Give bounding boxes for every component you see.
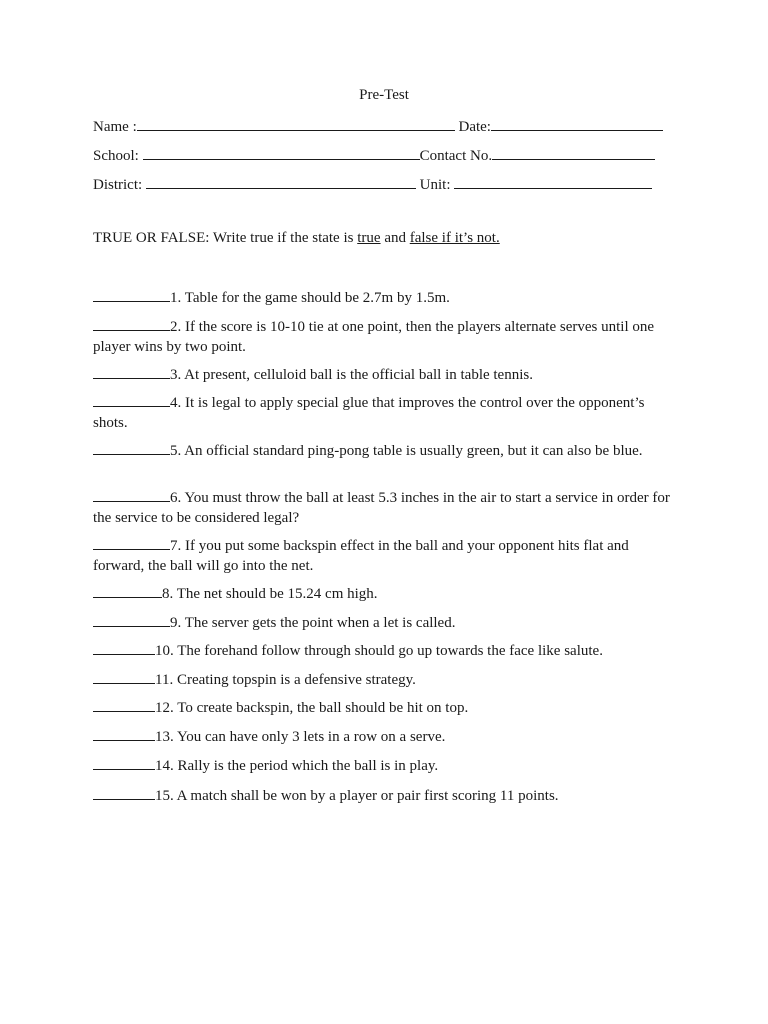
answer-blank[interactable] — [93, 670, 155, 684]
date-label: Date: — [458, 119, 491, 135]
unit-label: Unit: — [419, 177, 451, 193]
question-text: 5. An official standard ping-pong table is usually green, but it can also be blue. — [170, 443, 643, 459]
instructions — [93, 230, 500, 247]
question-text: 1. Table for the game should be 2.7m by 1.5m. — [170, 290, 450, 306]
question-item — [93, 393, 678, 433]
answer-blank[interactable] — [93, 584, 162, 598]
answer-blank[interactable] — [93, 488, 170, 502]
date-field[interactable] — [491, 116, 663, 131]
contact-field[interactable] — [492, 145, 655, 160]
district-unit-row — [93, 174, 673, 195]
school-field[interactable] — [143, 145, 420, 160]
question-item — [93, 584, 678, 605]
contact-label: Contact No. — [419, 148, 493, 164]
question-item — [93, 613, 678, 634]
question-text: 3. At present, celluloid ball is the official ball in table tennis. — [170, 367, 533, 383]
answer-blank[interactable] — [93, 288, 170, 302]
school-label: School: — [93, 148, 139, 164]
question-text: 14. Rally is the period which the ball is in play. — [155, 758, 439, 774]
question-text: 9. The server gets the point when a let is called. — [170, 615, 456, 631]
question-text: 2. If the score is 10-10 tie at one point, then the players alternate serves until one player wins by two point. — [93, 319, 655, 355]
answer-blank[interactable] — [93, 641, 155, 655]
unit-field[interactable] — [454, 174, 652, 189]
question-item — [93, 641, 678, 662]
answer-blank[interactable] — [93, 393, 170, 407]
question-item — [93, 698, 678, 719]
question-item — [93, 441, 678, 462]
question-text: 11. Creating topspin is a defensive strategy. — [155, 672, 416, 688]
question-item — [93, 488, 678, 528]
question-text: 8. The net should be 15.24 cm high. — [162, 586, 378, 602]
name-field[interactable] — [137, 116, 455, 131]
answer-blank[interactable] — [93, 441, 170, 455]
question-text: 4. It is legal to apply special glue that improves the control over the opponent’s shots. — [93, 395, 645, 431]
question-item — [93, 365, 678, 386]
false-phrase: false if it’s not. — [409, 230, 500, 246]
answer-blank[interactable] — [93, 786, 155, 800]
answer-blank[interactable] — [93, 365, 170, 379]
answer-blank[interactable] — [93, 613, 170, 627]
name-date-row — [93, 116, 673, 137]
answer-blank[interactable] — [93, 698, 155, 712]
question-item — [93, 288, 678, 309]
question-text: 12. To create backspin, the ball should be hit on top. — [155, 700, 469, 716]
question-item — [93, 670, 678, 691]
answer-blank[interactable] — [93, 756, 155, 770]
name-label: Name : — [93, 119, 137, 135]
question-item — [93, 756, 678, 777]
and-word: and — [384, 230, 406, 246]
question-text: 7. If you put some backspin effect in the ball and your opponent hits flat and forward, the ball will go into the net. — [93, 538, 629, 574]
question-text: 6. You must throw the ball at least 5.3 inches in the air to start a service in order for the service to be considered legal? — [93, 490, 670, 526]
question-item — [93, 317, 678, 357]
district-field[interactable] — [146, 174, 416, 189]
question-text: 13. You can have only 3 lets in a row on a serve. — [155, 729, 446, 745]
district-label: District: — [93, 177, 143, 193]
answer-blank[interactable] — [93, 317, 170, 331]
question-item — [93, 536, 678, 576]
question-item — [93, 786, 678, 807]
answer-blank[interactable] — [93, 536, 170, 550]
school-contact-row — [93, 145, 673, 166]
true-word: true — [357, 230, 381, 246]
answer-blank[interactable] — [93, 727, 155, 741]
instructions-prefix: TRUE OR FALSE: Write true if the state is — [93, 230, 354, 246]
question-item — [93, 727, 678, 748]
page-title: Pre-Test — [359, 87, 409, 103]
question-text: 10. The forehand follow through should go up towards the face like salute. — [155, 643, 603, 659]
question-text: 15. A match shall be won by a player or pair first scoring 11 points. — [155, 788, 559, 804]
